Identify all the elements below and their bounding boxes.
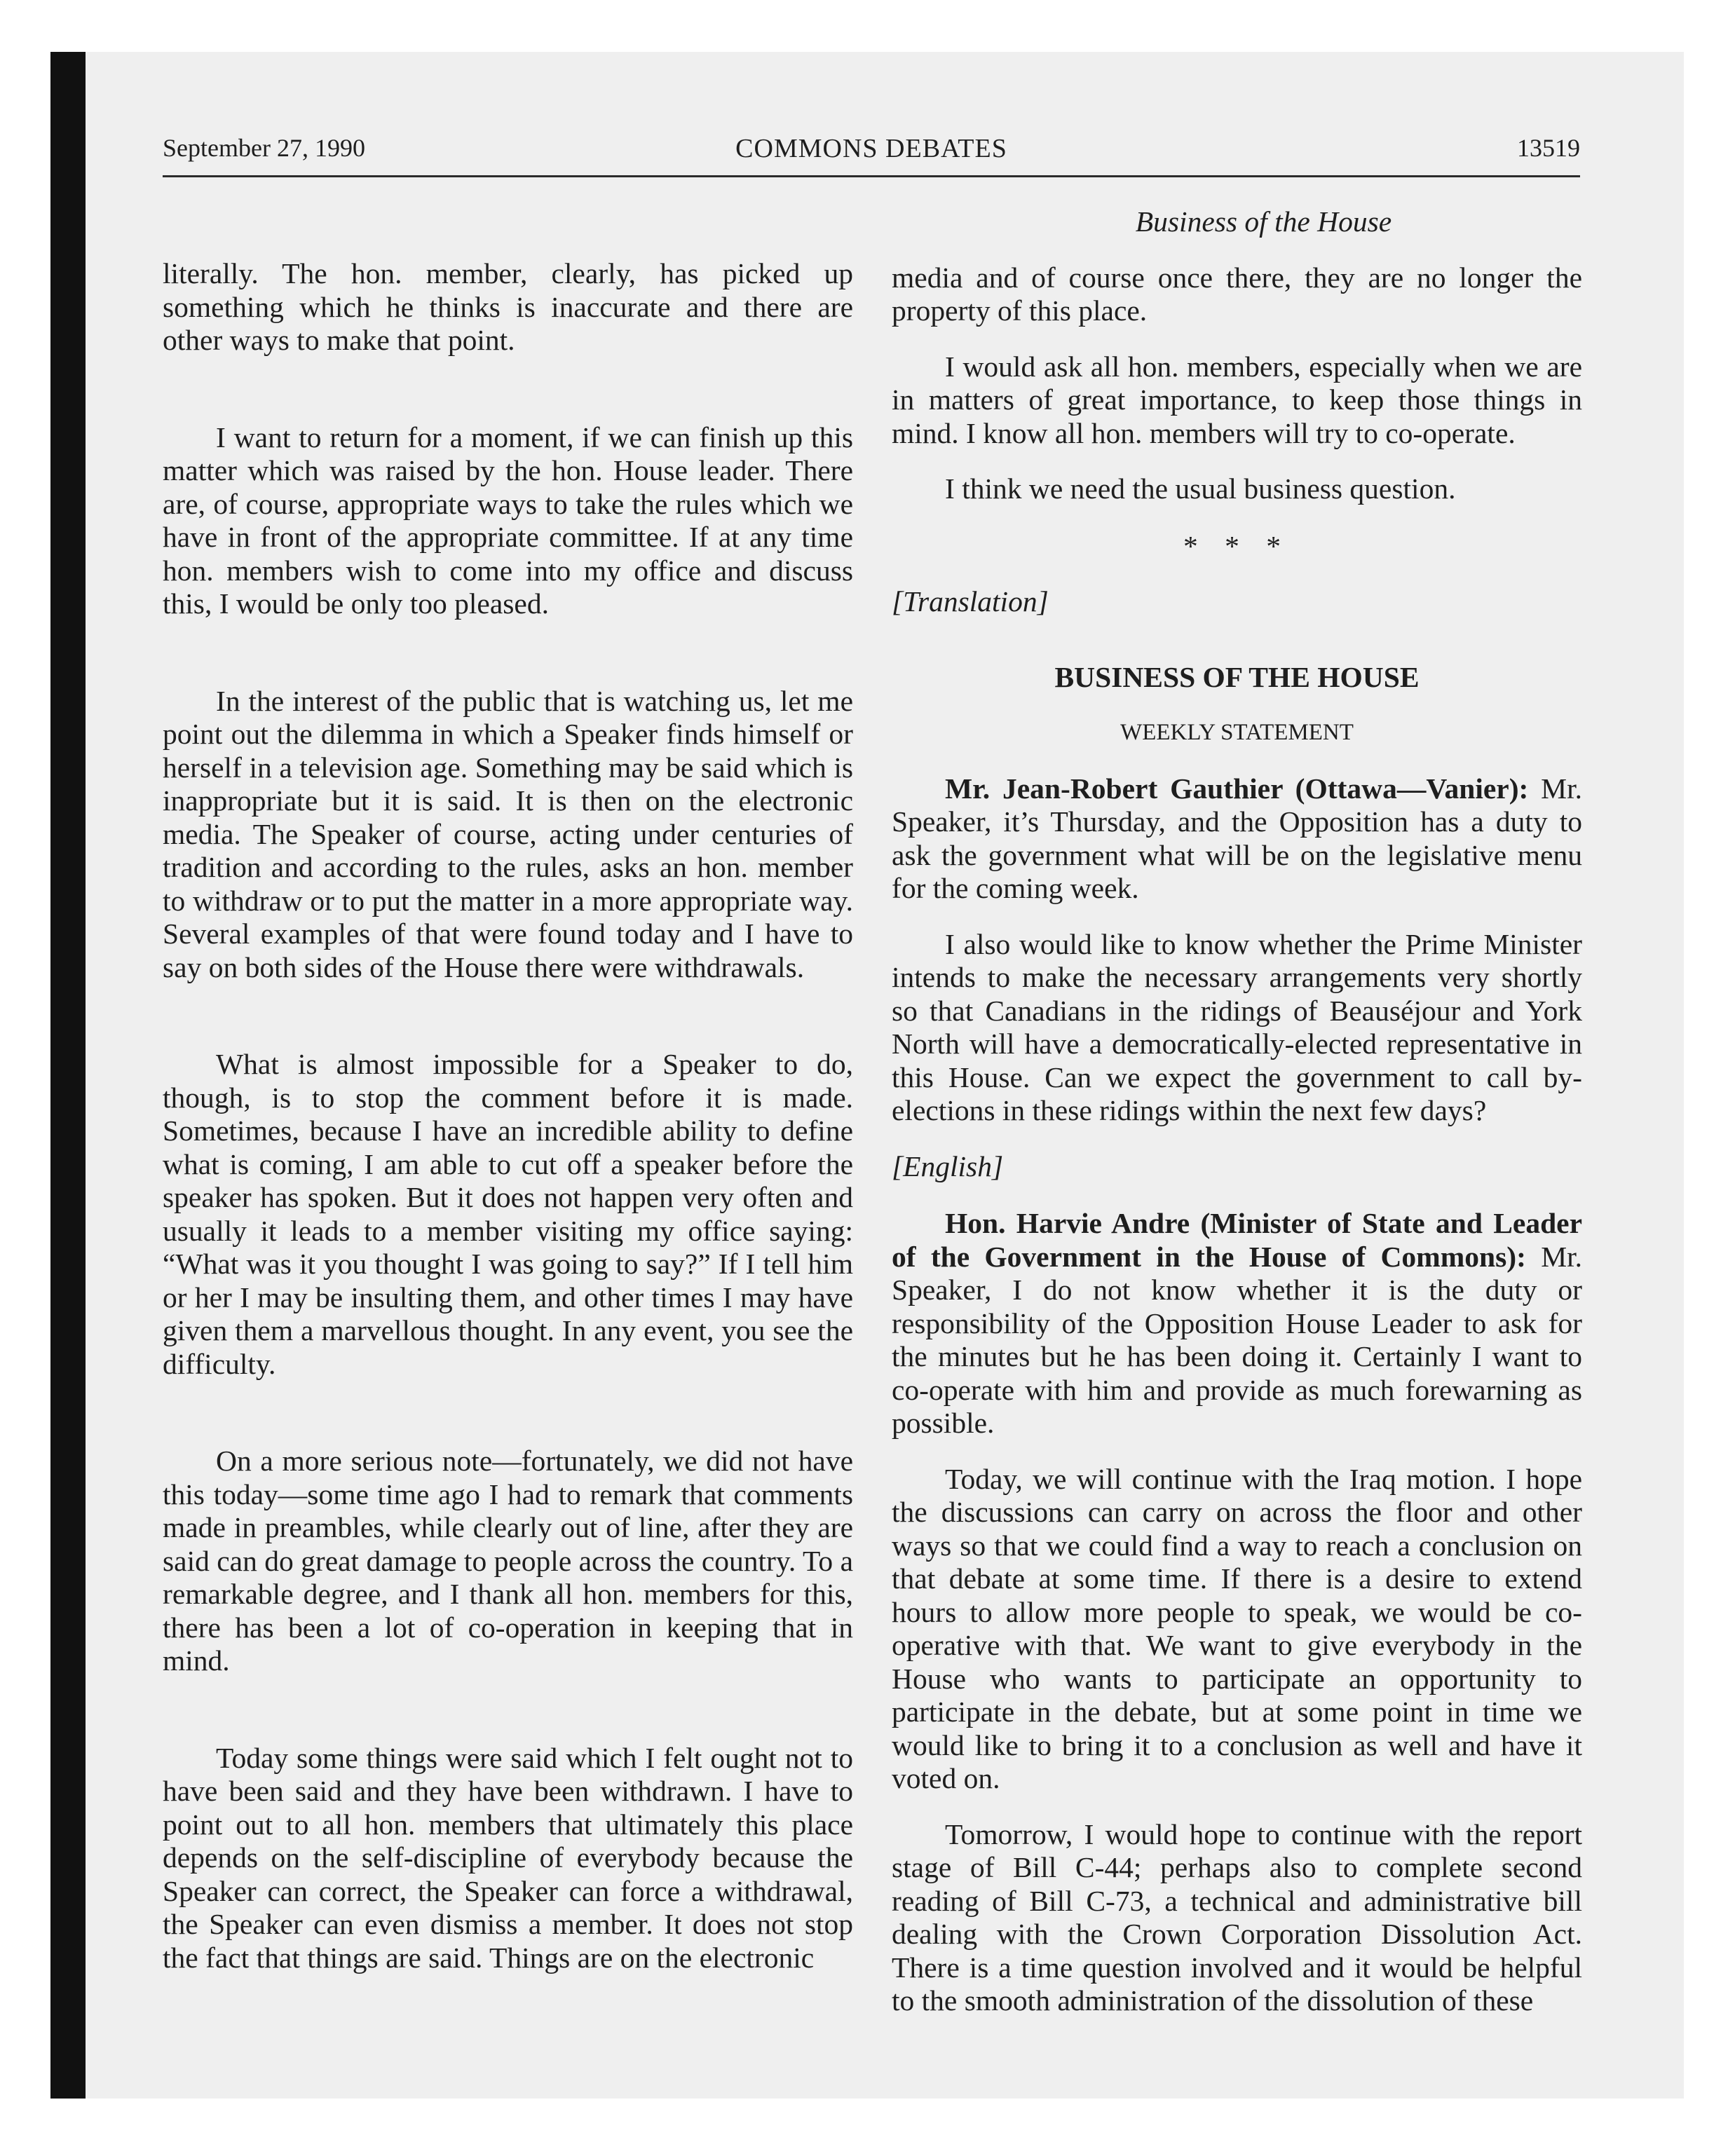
english-marker: [English] [892,1149,1004,1182]
speaker-name: Hon. Harvie Andre (Minister of State and Leader of the Government in the House of Commons): [892,1207,1582,1273]
scan-edge-bar [50,52,86,2099]
right-paragraph: Today, we will continue with the Iraq motion. I hope the discussions can carry on across the floor and other ways so that we could find a way to reach a conclusion on that debate at some time. If there is a desire to extend hours to allow more people to speak, we would be co-operative with that. We want to give everybody in the House who wants to participate an opportunity to participate in the debate, but at some point in time we would like to bring it to a conclusion as well and have it voted on. [892,1462,1582,1794]
section-subheading: WEEKLY STATEMENT [1120,720,1354,745]
left-paragraph: On a more serious note—fortunately, we did not have this today—some time ago I had to remark that comments made in preambles, while clearly out of line, after they are said can do great damage to people across the country. To a remarkable degree, and I thank all hon. members for this, there has been a lot of co-operation in keeping that in mind. [163,1445,853,1677]
left-paragraph: In the interest of the public that is watching us, let me point out the dilemma in which a Speaker finds himself or herself in a television age. Something may be said which is inappropriate but it is said. It is then on the electronic media. The Speaker of course, acting under centuries of tradition and according to the rules, asks an hon. member to withdraw or to put the matter in a more appropriate way. Several examples of that were found today and I have to say on both sides of the House there were withdrawals. [163,684,853,983]
right-paragraph: media and of course once there, they are no longer the property of this place. [892,261,1582,327]
left-column [163,257,853,2038]
right-paragraph: I also would like to know whether the Prime Minister intends to make the necessary arrangements very shortly so that Canadians in the ridings of Beauséjour and York North will have a democratically-elected representative in this House. Can we expect the government to call by-elections in these ridings within the next few days? [892,927,1582,1126]
speech-text: Mr. Speaker, I do not know whether it is the duty or responsibility of the Opposition House Leader to ask for the minutes but he has been doing it. Certainly I want to co-operate with him and provide as much forewarning as possible. [892,1240,1582,1439]
right-paragraph: I would ask all hon. members, especially when we are in matters of great importance, to keep those things in mind. I know all hon. members will try to co-operate. [892,350,1582,449]
translation-marker: [Translation] [892,585,1049,618]
left-paragraph: I want to return for a moment, if we can finish up this matter which was raised by the hon. House leader. There are, of course, appropriate ways to take the rules which we have in front of the appropriate committee. If at any time hon. members wish to come into my office and discuss this, I would be only too pleased. [163,421,853,620]
section-heading: BUSINESS OF THE HOUSE [1054,660,1420,693]
document-page [163,130,1582,2017]
section-separator: * * * [1183,529,1291,562]
speech-paragraph [892,1207,1582,1440]
header-title: COMMONS DEBATES [735,134,1007,163]
right-paragraph: Tomorrow, I would hope to continue with the report stage of Bill C-44; perhaps also to complete second reading of Bill C-73, a technical and administrative bill dealing with the Crown Corporation Dissolution Act. There is a time question involved and it would be helpful to the smooth administration of the dissolution of these [892,1817,1582,2017]
header-page-number: 13519 [1517,134,1580,162]
speech-paragraph [892,772,1582,906]
left-paragraph: Today some things were said which I felt ought not to have been said and they have been withdrawn. I have to point out to all hon. members that ultimately this place depends on the self-discipline of everybody because the Speaker can correct, the Speaker can force a withdrawal, the Speaker can even dismiss a member. It does not stop the fact that things are said. Things are on the electronic [163,1741,853,1974]
left-paragraph: What is almost impossible for a Speaker to do, though, is to stop the comment before it is made. Sometimes, because I have an incredible ability to define what is coming, I am able to cut off a speaker before the speaker has spoken. But it does not happen very often and usually it leads to a member visiting my office saying: “What was it you thought I was going to say?” If I tell him or her I may be insulting them, and other times I may have given them a marvellous thought. In any event, you see the difficulty. [163,1048,853,1380]
speaker-name: Mr. Jean-Robert Gauthier (Ottawa—Vanier): [945,772,1529,805]
right-paragraph: I think we need the usual business question. [945,472,1456,505]
header-date: September 27, 1990 [163,134,365,162]
running-head: Business of the House [1135,205,1392,238]
speech-text: Mr. Speaker, it’s Thursday, and the Opposition has a duty to ask the government what will be on the legislative menu for the coming week. [892,772,1582,904]
left-paragraph: literally. The hon. member, clearly, has picked up something which he thinks is inaccurate and there are other ways to make that point. [163,257,853,356]
page-header [163,130,1580,177]
right-column [892,205,1582,2040]
